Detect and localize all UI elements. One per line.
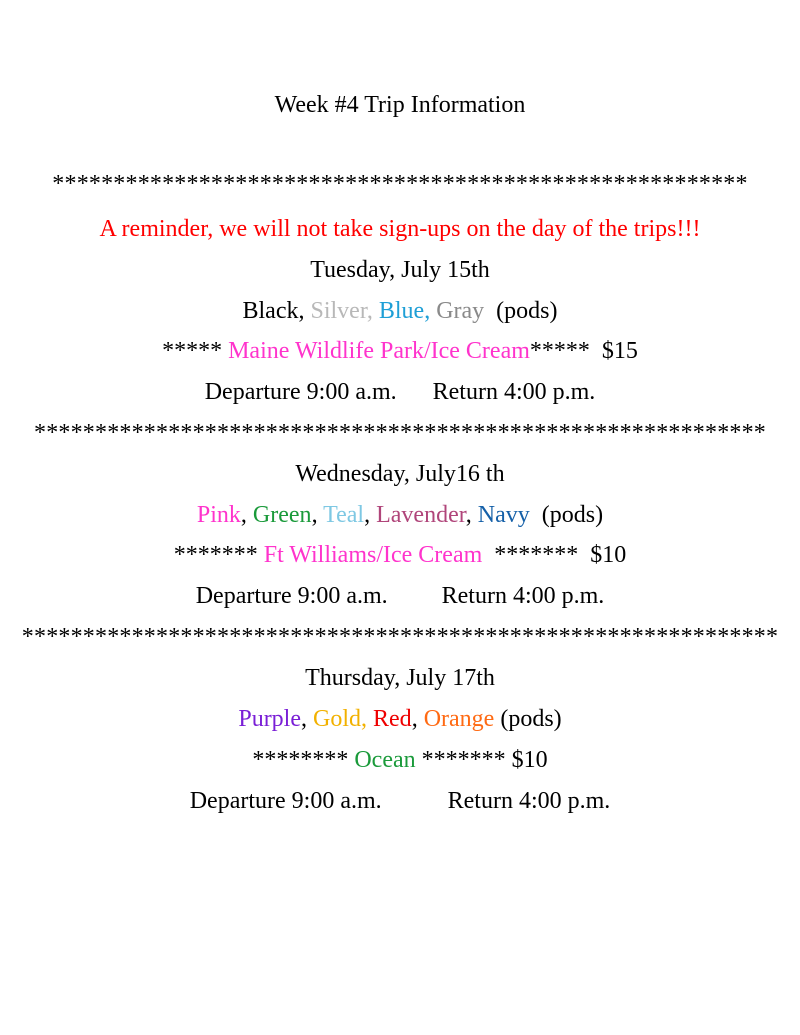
pod-gold: Gold, (313, 706, 368, 732)
destination-thursday: Ocean (354, 747, 416, 773)
pod-lavender: Lavender (376, 502, 466, 528)
pod-teal: Teal (323, 502, 365, 528)
pods-line-tuesday: Black, Silver, Blue, Gray (pods) (242, 298, 558, 324)
pod-green: Green (252, 502, 312, 528)
stars-right: ******* (494, 542, 579, 568)
trip-line-wednesday (0, 543, 800, 567)
times-line-tuesday (0, 380, 800, 404)
pods-line-thursday: Purple, Gold, Red, Orange (pods) (238, 706, 562, 732)
pod-black: Black (242, 298, 299, 324)
price-wednesday: $10 (590, 542, 627, 568)
pods-suffix: (pods) (500, 706, 562, 732)
price-tuesday: $15 (601, 338, 638, 364)
stars-left: ******* (173, 542, 258, 568)
separator-3: ************************************************************** (21, 624, 779, 650)
pod-purple: Purple (238, 706, 302, 732)
stars-left: ******** (252, 747, 349, 773)
stars-right: ***** (529, 338, 590, 364)
return-tuesday: Return 4:00 p.m. (432, 379, 596, 405)
departure-wednesday: Departure 9:00 a.m. (195, 583, 388, 609)
times-line-wednesday (0, 584, 800, 608)
pod-blue: Blue, (378, 298, 431, 324)
pod-pink: Pink (196, 502, 241, 528)
stars-left: ***** (162, 338, 223, 364)
destination-wednesday: Ft Williams/Ice Cream (263, 542, 483, 568)
trip-line-thursday (0, 748, 800, 772)
pod-gray: Gray (436, 298, 485, 324)
pod-red: Red (373, 706, 412, 732)
return-wednesday: Return 4:00 p.m. (441, 583, 605, 609)
separator-1: ********************************************************* (52, 171, 748, 197)
pods-line-wednesday: Pink, Green, Teal, Lavender, Navy (pods) (196, 502, 604, 528)
departure-tuesday: Departure 9:00 a.m. (204, 379, 397, 405)
day-heading-wednesday: Wednesday, July16 th (295, 461, 505, 487)
separator-2: ************************************************************ (34, 420, 766, 446)
page-title: Week #4 Trip Information (274, 92, 526, 118)
pods-suffix: (pods) (541, 502, 604, 528)
pod-orange: Orange (423, 706, 495, 732)
times-line-thursday (0, 789, 800, 813)
pod-navy: Navy (477, 502, 530, 528)
price-thursday: $10 (511, 747, 548, 773)
pod-silver: Silver, (310, 298, 373, 324)
destination-tuesday: Maine Wildlife Park/Ice Cream (228, 338, 530, 364)
day-heading-tuesday: Tuesday, July 15th (310, 257, 490, 283)
trip-line-tuesday (0, 339, 800, 363)
pods-suffix: (pods) (496, 298, 558, 324)
reminder-text: A reminder, we will not take sign-ups on the day of the trips!!! (99, 216, 701, 242)
departure-thursday: Departure 9:00 a.m. (189, 788, 382, 814)
return-thursday: Return 4:00 p.m. (447, 788, 611, 814)
day-heading-thursday: Thursday, July 17th (305, 665, 495, 691)
stars-right: ******* (421, 747, 506, 773)
